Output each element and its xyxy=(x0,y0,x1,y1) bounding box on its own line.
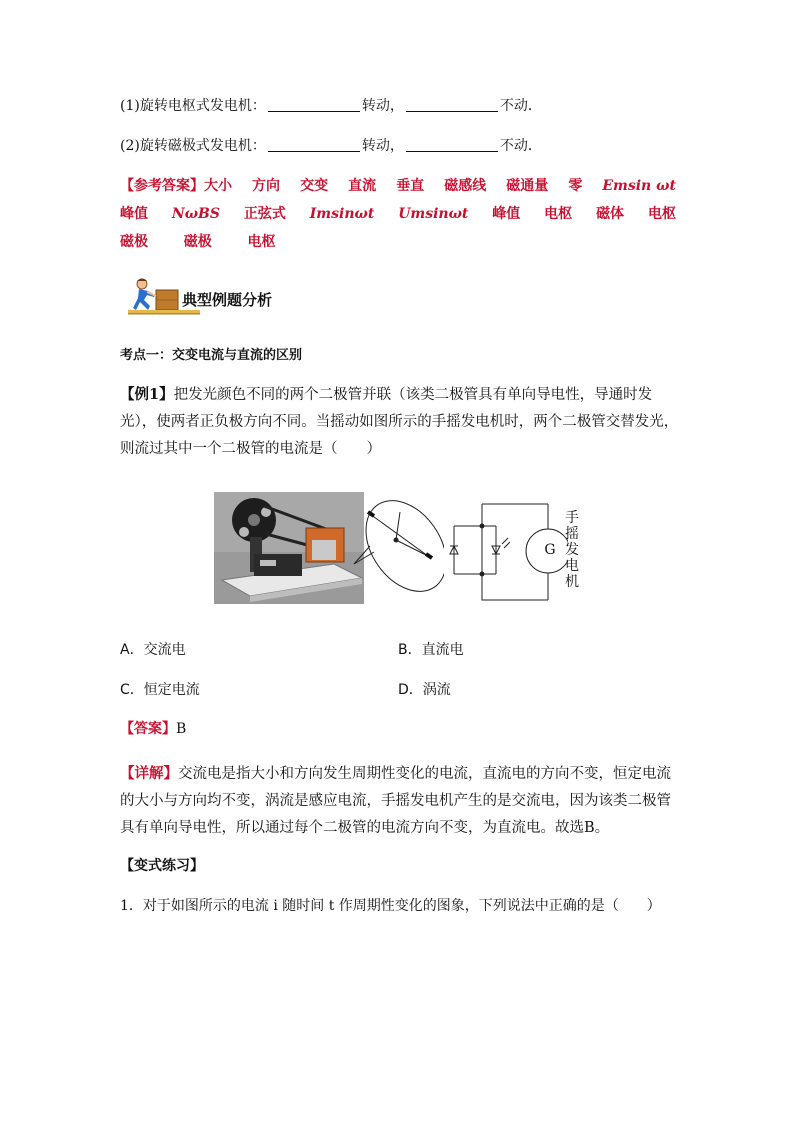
answer-item: 零 xyxy=(568,178,583,194)
answer xyxy=(120,719,186,739)
explanation-text: 交流电是指大小和方向发生周期性变化的电流，直流电的方向不变，恒定电流的大小与方向均不变，涡流是感应电流，手摇发电机产生的是交流电，因为该类二极管具有单向导电性，所以通过每个二极管的电流方向不变，为直流电。故选B。 xyxy=(120,766,671,836)
option-d[interactable]: D．涡流 xyxy=(398,682,451,698)
blank-4[interactable] xyxy=(406,137,498,152)
answer-item: 磁极 xyxy=(120,234,148,250)
generator-item-1 xyxy=(120,96,542,116)
item-label: (1)旋转电枢式发电机： xyxy=(120,98,266,114)
answer-item: 电枢 xyxy=(247,234,276,250)
generator-photo xyxy=(214,492,364,604)
example-text: 把发光颜色不同的两个二极管并联（该类二极管具有单向导电性，导通时发光），使两者正负极方向不同。当摇动如图所示的手摇发电机时，两个二极管交替发光，则流过其中一个二极管的电流是（ ） xyxy=(120,387,679,457)
answer-item: 磁极 xyxy=(183,234,212,250)
variant-heading: 【变式练习】 xyxy=(120,858,204,874)
answer-item: Umsinωt xyxy=(398,206,469,222)
option-c[interactable]: C．恒定电流 xyxy=(120,682,200,698)
example-tag: 【例1】 xyxy=(120,386,174,403)
explanation-tag: 【详解】 xyxy=(120,765,178,782)
blank-1[interactable] xyxy=(268,97,360,112)
answer-item: Emsin ωt xyxy=(602,178,676,194)
reference-answer-tag: 【参考答案】 xyxy=(120,178,204,194)
answer-item: Imsinωt xyxy=(309,206,375,222)
option-a[interactable]: A．交流电 xyxy=(120,642,186,658)
blank-3[interactable] xyxy=(268,137,360,152)
answer-item: 电枢 xyxy=(544,206,573,222)
answer-item: 方向 xyxy=(252,178,281,194)
answer-item: 垂直 xyxy=(396,178,425,194)
item-end: 不动． xyxy=(499,98,542,114)
answer-value: B xyxy=(176,721,187,737)
question-1: 1．对于如图所示的电流 i 随时间 t 作周期性变化的图象，下列说法中正确的是（ ） xyxy=(120,898,661,914)
section-title: 典型例题分析 xyxy=(182,291,273,309)
answer-item: 磁体 xyxy=(596,206,625,222)
explanation xyxy=(120,760,680,842)
answer-item: 正弦式 xyxy=(243,206,286,222)
example-1 xyxy=(120,381,680,463)
answer-tag: 【答案】 xyxy=(120,721,176,737)
topic-heading: 考点一：交变电流与直流的区别 xyxy=(120,348,303,363)
answer-item: 大小 xyxy=(204,178,232,194)
reference-answer-row-3 xyxy=(120,232,276,252)
answer-item: 峰值 xyxy=(120,206,148,222)
item-mid: 转动， xyxy=(361,98,404,114)
answer-item: NωBS xyxy=(171,206,220,222)
generator-item-2 xyxy=(120,136,542,156)
item-end: 不动． xyxy=(499,138,542,154)
answer-item: 峰值 xyxy=(492,206,521,222)
answer-item: 电枢 xyxy=(647,206,676,222)
item-mid: 转动， xyxy=(361,138,404,154)
reference-answer-row-1 xyxy=(120,176,676,196)
answer-item: 磁感线 xyxy=(444,178,487,194)
answer-item: 交变 xyxy=(300,178,329,194)
answer-item: 磁通量 xyxy=(506,178,549,194)
reference-answer-row-2 xyxy=(120,204,676,224)
option-b[interactable]: B．直流电 xyxy=(398,642,464,658)
item-label: (2)旋转磁极式发电机： xyxy=(120,138,266,154)
diode-detail-callout xyxy=(352,494,444,602)
figure-label-hand-generator: 手摇发电机 xyxy=(565,510,579,590)
answer-item: 直流 xyxy=(348,178,377,194)
blank-2[interactable] xyxy=(406,97,498,112)
galvanometer-label: G xyxy=(544,542,556,558)
